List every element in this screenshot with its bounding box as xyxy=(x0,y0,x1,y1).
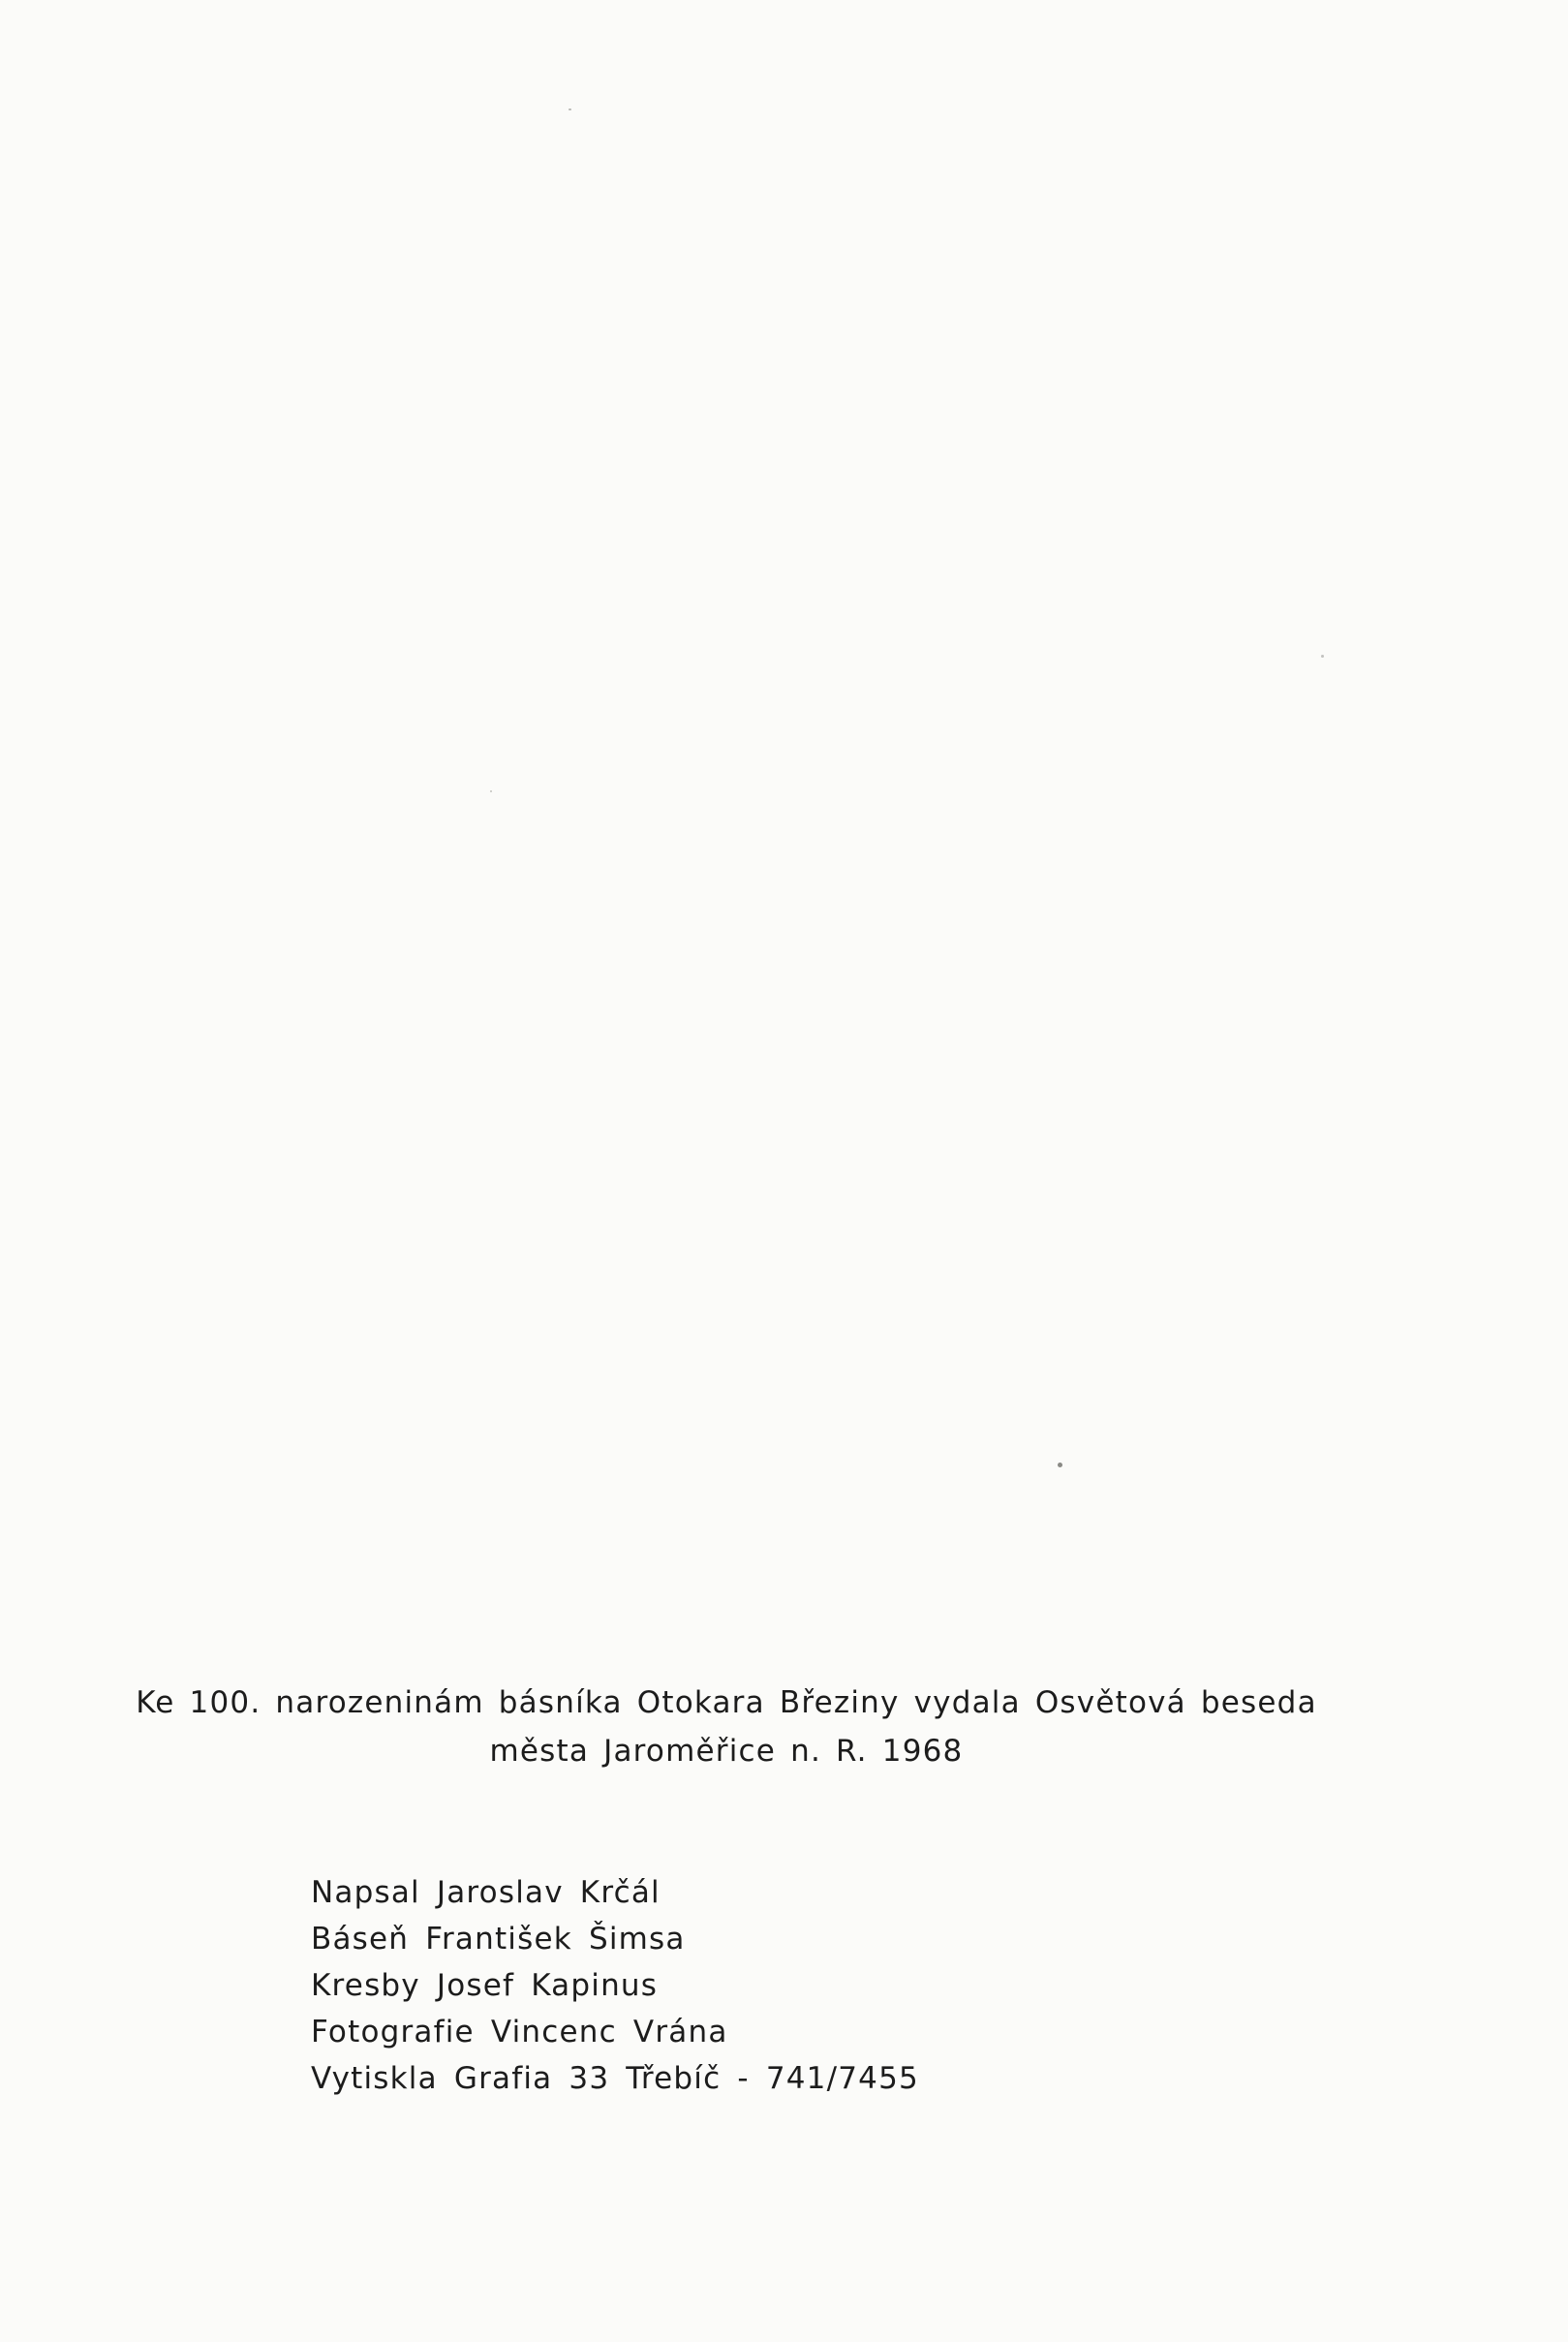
credit-author: Napsal Jaroslav Krčál xyxy=(311,1875,661,1910)
paper-speck xyxy=(1321,655,1324,658)
publication-note-line-1: Ke 100. narozeninám básníka Otokara Březiny vydala Osvětová beseda xyxy=(136,1685,1317,1720)
credit-poem: Báseň František Šimsa xyxy=(311,1922,686,1957)
credit-photography: Fotografie Vincenc Vrána xyxy=(311,2015,728,2049)
credit-printer: Vytiskla Grafia 33 Třebíč - 741/7455 xyxy=(311,2061,919,2096)
paper-speck xyxy=(490,790,492,792)
paper-speck xyxy=(569,108,571,110)
credit-drawings: Kresby Josef Kapinus xyxy=(311,1968,659,2003)
paper-speck xyxy=(1058,1463,1062,1467)
publication-note-line-2: města Jaroměřice n. R. 1968 xyxy=(489,1734,964,1769)
publication-note xyxy=(0,1679,1453,1775)
credits-list xyxy=(311,1869,919,2102)
